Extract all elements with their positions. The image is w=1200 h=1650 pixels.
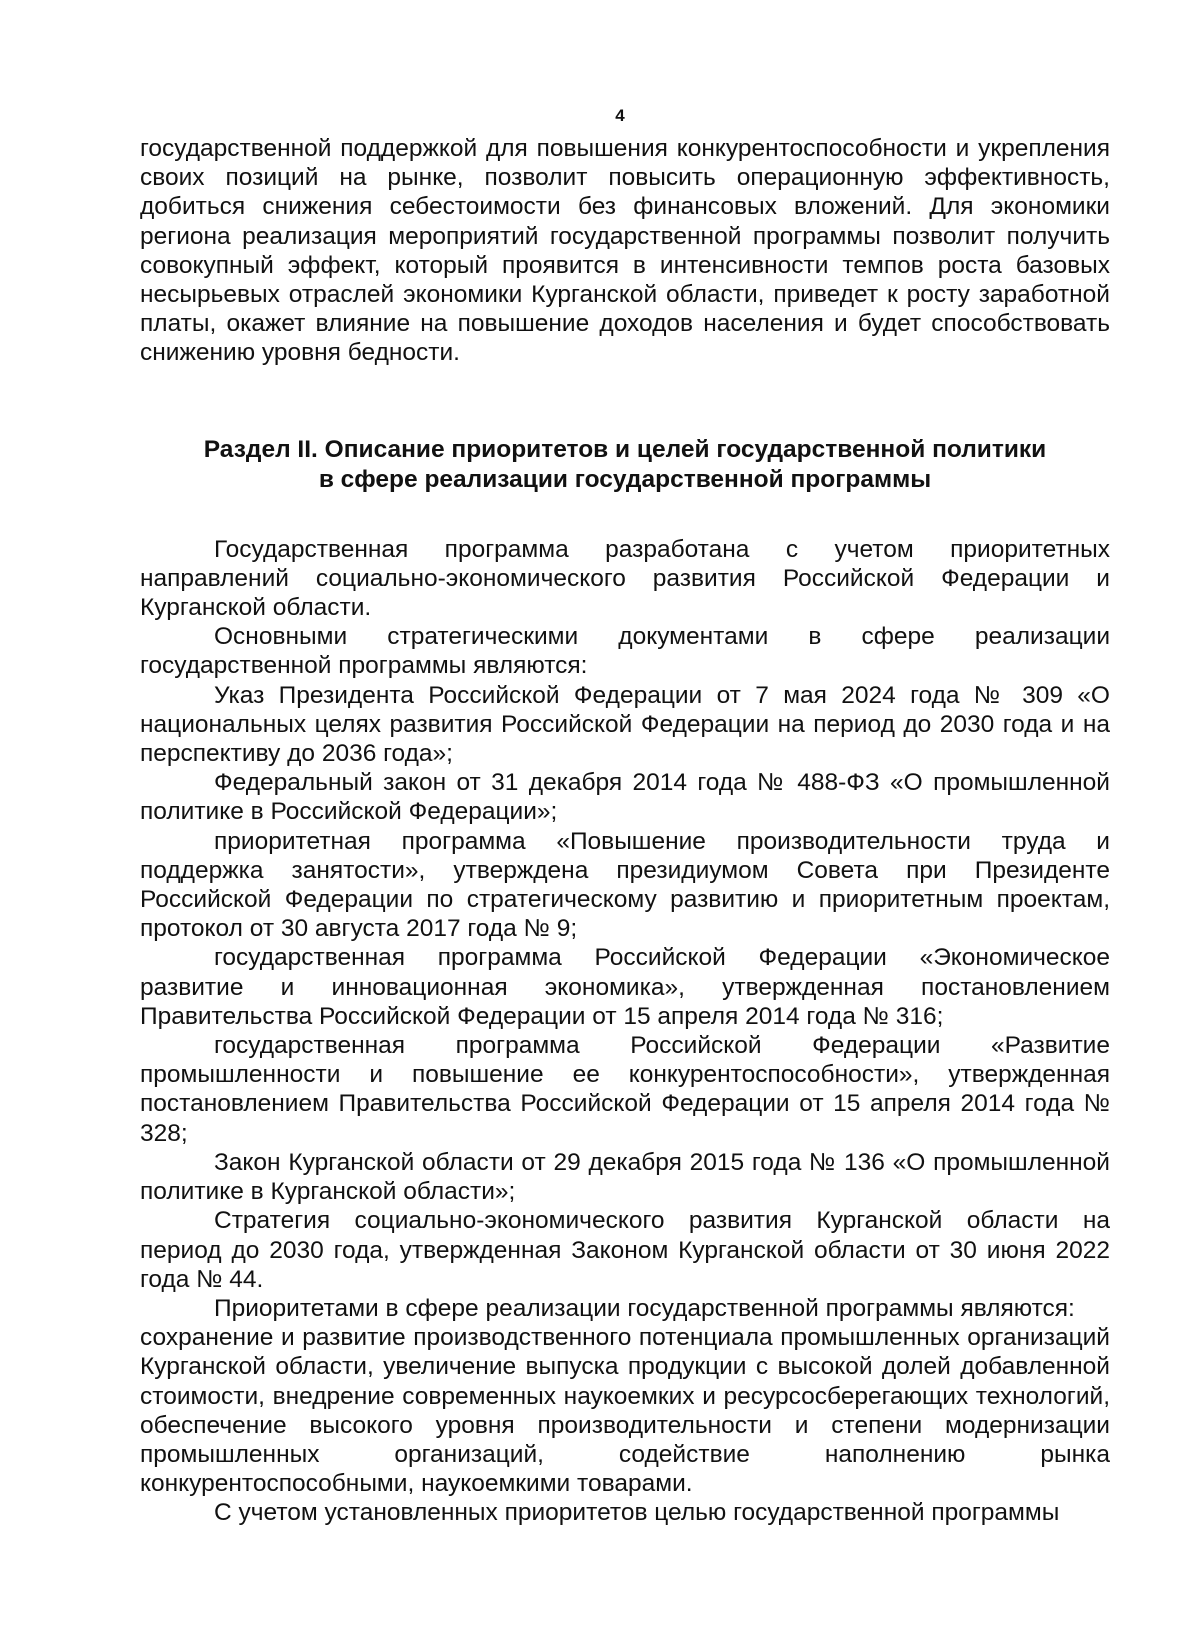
paragraph-federal-law: Федеральный закон от 31 декабря 2014 года № 488-ФЗ «О промышленной политике в Российской Федерации»;	[140, 769, 1110, 826]
paragraph-kurgan-law: Закон Курганской области от 29 декабря 2015 года № 136 «О промышленной политике в Курганской области»;	[140, 1148, 1110, 1206]
paragraph-priorities-list: сохранение и развитие производственного потенциала промышленных организаций Курганской области, увеличение выпуска продукции с высокой долей добавленной стоимости, внедрение современных наукоемких и ресурсосберегающих технологий, обеспечение высокого уровня производительности и степени модернизации промышленных организаций, содействие наполнению рынка конкурентоспособными, наукоемкими товарами.	[140, 1324, 1110, 1498]
paragraph-presidential-decree: Указ Президента Российской Федерации от 7 мая 2024 года № 309 «О национальных целях развития Российской Федерации на период до 2030 года и на перспективу до 2036 года»;	[140, 681, 1110, 768]
paragraph-priorities-intro: Приоритетами в сфере реализации государственной программы являются:	[214, 1294, 1075, 1322]
paragraph-program-developed: Государственная программа разработана с учетом приоритетных направлений социально-экономического развития Российской Федерации и Курганской области.	[140, 535, 1110, 622]
section-heading	[140, 368, 1110, 535]
page-number: 4	[615, 106, 625, 125]
paragraph-program-goal: С учетом установленных приоритетов целью государственной программы	[214, 1499, 1060, 1527]
paragraph-industry-development-program: государственная программа Российской Федерации «Развитие промышленности и повышение ее конкурентоспособности», утвержденная постановлением Правительства Российской Федерации от 15 апреля 2014 года № 328;	[140, 1032, 1110, 1147]
paragraph-economic-development-program: государственная программа Российской Федерации «Экономическое развитие и инновационная экономика», утвержденная постановлением Правительства Российской Федерации от 15 апреля 2014 года № 316;	[140, 944, 1110, 1030]
document-body	[140, 134, 1110, 1528]
paragraph-strategy-2030: Стратегия социально-экономического развития Курганской области на период до 2030 года, утвержденная Законом Курганской области от 30 июня 2022 года № 44.	[140, 1207, 1110, 1293]
intro-paragraph: государственной поддержкой для повышения конкурентоспособности и укрепления своих позиций на рынке, позволит повысить операционную эффективность, добиться снижения себестоимости без финансовых вложений. Для экономики региона реализация мероприятий государственной программы позволит получить совокупный эффект, который проявится в интенсивности темпов роста базовых несырьевых отраслей экономики Курганской области, приведет к росту заработной платы, окажет влияние на повышение доходов населения и будет способствовать снижению уровня бедности.	[140, 135, 1110, 367]
section-heading-line-1: Раздел II. Описание приоритетов и целей государственной политики	[203, 435, 1047, 463]
paragraph-strategic-documents: Основными стратегическими документами в сфере реализации государственной программы являются:	[140, 623, 1110, 680]
paragraph-priority-program: приоритетная программа «Повышение производительности труда и поддержка занятости», утверждена президиумом Совета при Президенте Российской Федерации по стратегическому развитию и приоритетным проектам, протокол от 30 августа 2017 года № 9;	[140, 827, 1110, 943]
section-heading-line-2: в сфере реализации государственной программы	[318, 465, 932, 493]
